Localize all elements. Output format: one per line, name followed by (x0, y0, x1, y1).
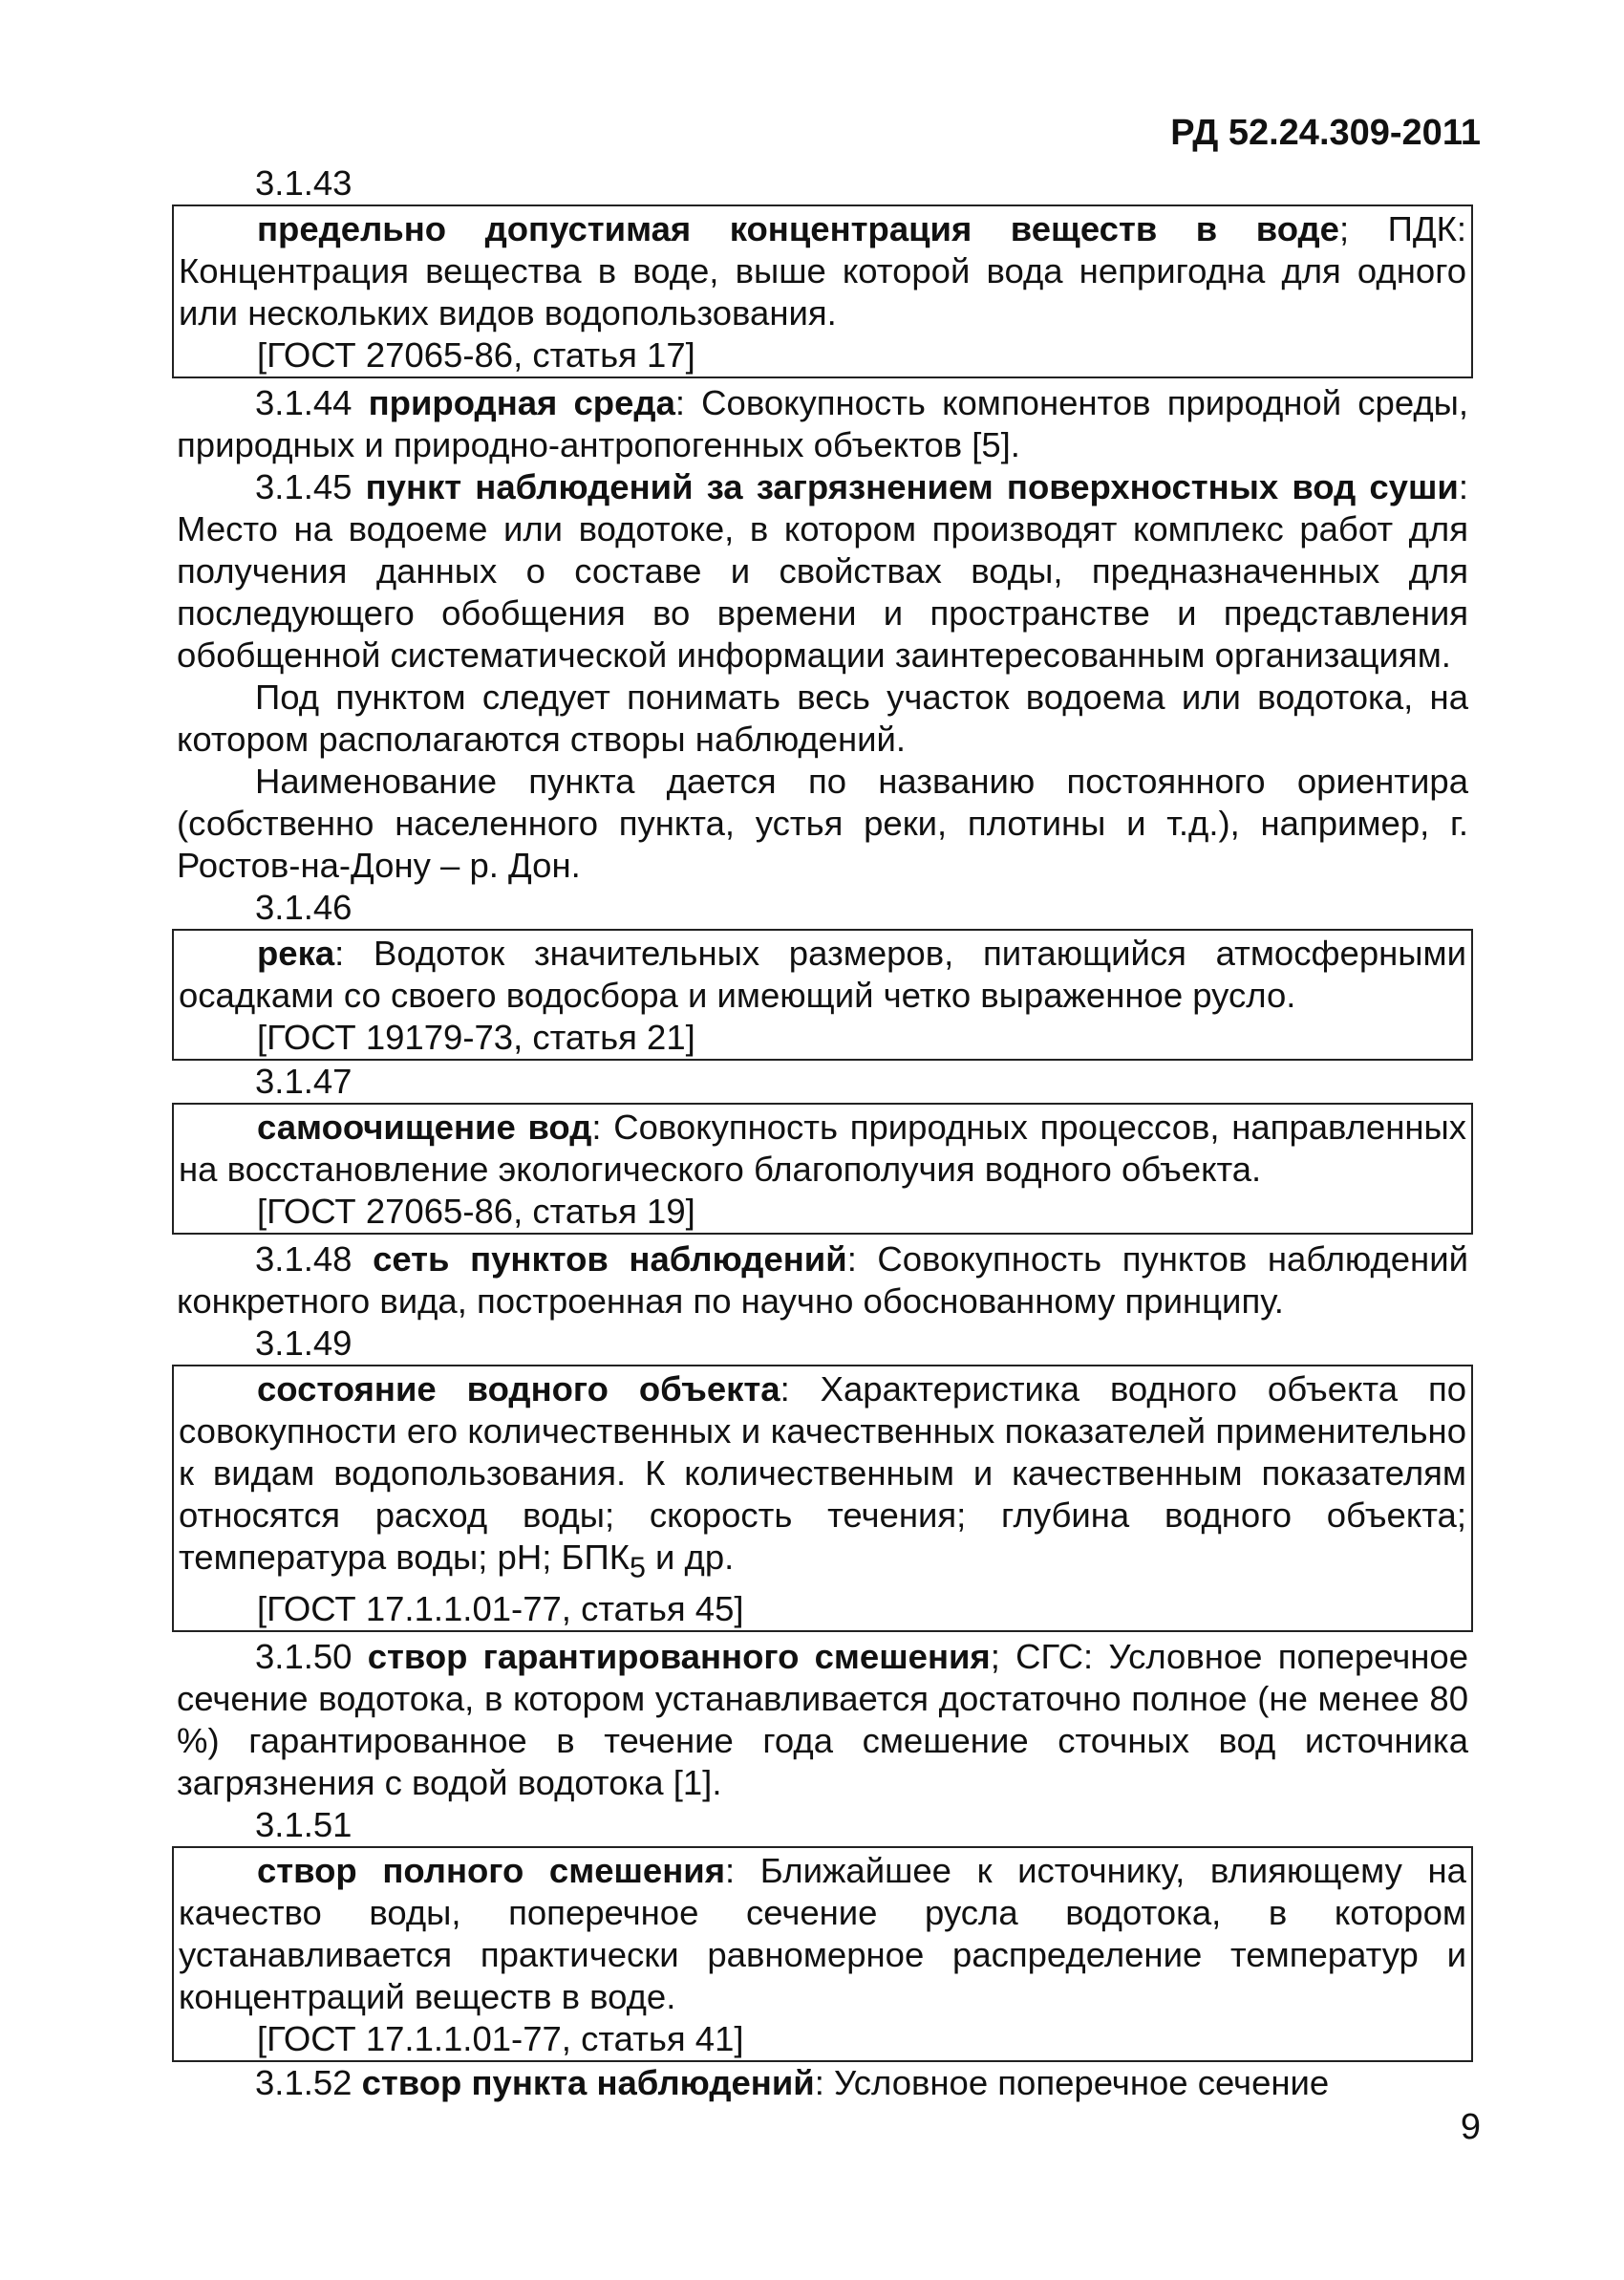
term: сеть пунктов наблюдений (373, 1239, 847, 1279)
term: состояние водного объекта (257, 1369, 780, 1409)
page-body (177, 162, 1468, 2104)
entry-number: 3.1.46 (255, 888, 353, 927)
entry-number: 3.1.44 (255, 383, 369, 422)
entry-number: 3.1.47 (255, 1062, 353, 1101)
note-paragraph: Наименование пункта дается по названию постоянного ориентира (собственно населенного пункта, устья реки, плотины и т.д.), например, г. Ростов-на-Дону – р. Дон. (177, 762, 1468, 885)
entry-number: 3.1.50 (255, 1637, 368, 1677)
source-reference: [ГОСТ 17.1.1.01-77, статья 45] (257, 1589, 744, 1629)
entry-number: 3.1.51 (255, 1805, 353, 1845)
entry-number: 3.1.45 (255, 467, 366, 506)
subscript: 5 (629, 1551, 646, 1584)
definition-text (179, 208, 1466, 334)
definition-text (177, 1636, 1468, 1804)
page-number: 9 (1460, 2107, 1481, 2147)
entry-number: 3.1.49 (255, 1323, 353, 1363)
definition: : Условное поперечное сечение (814, 2063, 1330, 2103)
source-reference: [ГОСТ 27065-86, статья 19] (257, 1192, 695, 1231)
term: створ гарантированного смешения (367, 1637, 991, 1677)
definition-text (177, 1238, 1468, 1323)
definition-box (172, 929, 1473, 1061)
definition-box (172, 1103, 1473, 1235)
definition: : Характеристика водного объекта по совокупности его количественных и качественных показателей применительно к видам водопользования. К количественным и качественным показателям относятся расход воды; скорость течения; глубина водного объекта; температура воды; pH; БПК (179, 1369, 1467, 1577)
definition: и др. (645, 1538, 735, 1577)
definition-text (179, 1107, 1466, 1191)
definition-text (179, 933, 1466, 1017)
term: пункт наблюдений за загрязнением поверхностных вод суши (365, 467, 1459, 506)
definition-text (179, 1850, 1466, 2018)
source-reference: [ГОСТ 19179-73, статья 21] (257, 1018, 695, 1057)
definition: : Место на водоеме или водотоке, в котором производят комплекс работ для получения данных о составе и свойствах воды, предназначенных для последующего обобщения во времени и пространстве и представления обобщенной систематической информации заинтересованным организациям. (177, 467, 1468, 675)
document-code: РД 52.24.309-2011 (1170, 113, 1481, 153)
definition-text (177, 2062, 1468, 2104)
source-reference: [ГОСТ 27065-86, статья 17] (257, 335, 695, 375)
definition-text (177, 382, 1468, 466)
definition-box (172, 1365, 1473, 1632)
definition: : Ближайшее к источнику, влияющему на качество воды, поперечное сечение русла водотока, в котором устанавливается практически равномерное распределение температур и концентраций веществ в воде. (179, 1851, 1466, 2017)
definition: ; СГС: Условное поперечное сечение водотока, в котором устанавливается достаточно полное (не менее 80 %) гарантированное в течение года смешение сточных вод источника загрязнения с водой водотока [1]. (177, 1637, 1468, 1803)
definition-text (179, 1368, 1466, 1588)
entry-number: 3.1.43 (255, 163, 353, 203)
term: створ пункта наблюдений (361, 2063, 815, 2103)
note-paragraph: Под пунктом следует понимать весь участок водоема или водотока, на котором располагаются створы наблюдений. (177, 678, 1468, 759)
term: природная среда (368, 383, 675, 422)
entry-number: 3.1.48 (255, 1239, 374, 1279)
definition-box (172, 204, 1473, 378)
definition-text (177, 466, 1468, 677)
entry-number: 3.1.52 (255, 2063, 362, 2103)
term: река (257, 934, 335, 973)
definition: : Совокупность пунктов наблюдений конкретного вида, построенная по научно обоснованному принципу. (177, 1239, 1468, 1321)
term: самоочищение вод (257, 1108, 592, 1147)
definition: : Совокупность компонентов природной среды, природных и природно-антропогенных объектов [5]. (177, 383, 1468, 464)
definition: : Совокупность природных процессов, направленных на восстановление экологического благополучия водного объекта. (179, 1108, 1466, 1189)
source-reference: [ГОСТ 17.1.1.01-77, статья 41] (257, 2019, 744, 2059)
definition-box (172, 1846, 1473, 2062)
definition: : Водоток значительных размеров, питающийся атмосферными осадками со своего водосбора и имеющий четко выраженное русло. (179, 934, 1466, 1015)
term: предельно допустимая концентрация веществ в воде (257, 209, 1339, 248)
term: створ полного смешения (257, 1851, 726, 1891)
definition: ; ПДК: Концентрация вещества в воде, выше которой вода непригодна для одного или нескольких видов водопользования. (179, 209, 1466, 333)
